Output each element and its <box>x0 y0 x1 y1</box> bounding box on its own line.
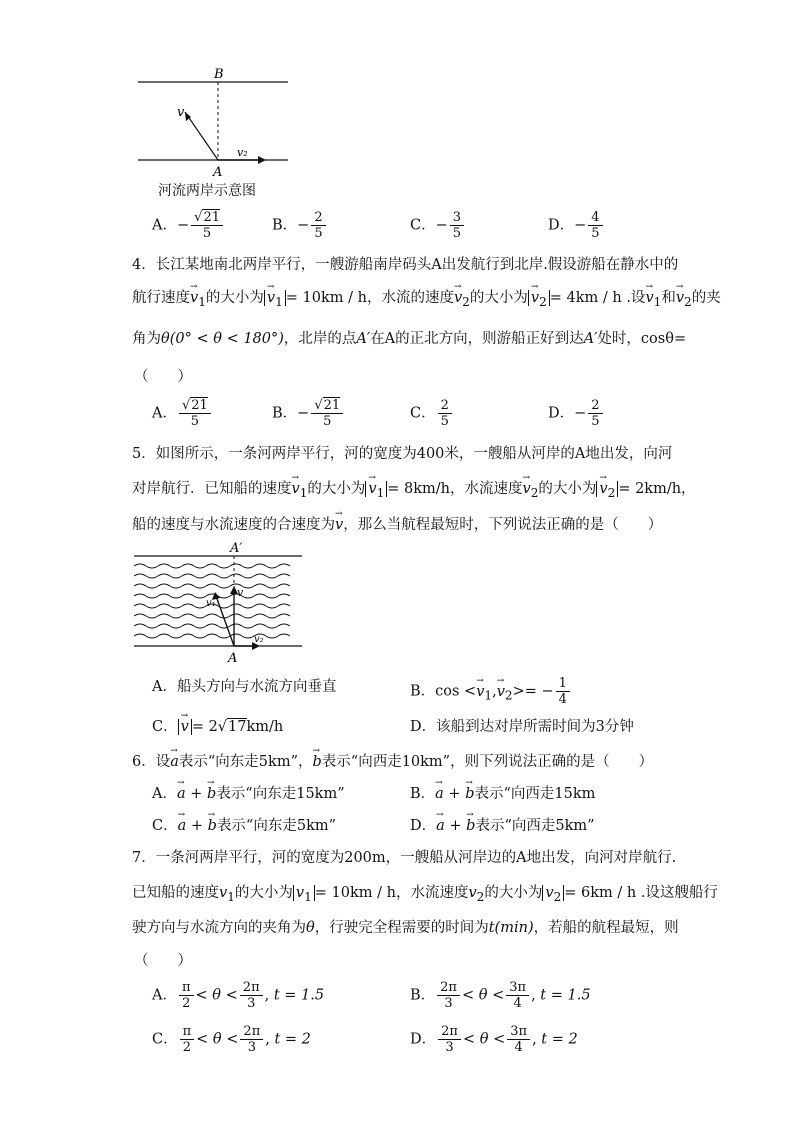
q6-option-b: B．→ a + → b表示“向西走15km <box>410 783 595 805</box>
q4-line-2: 航行速度→ $v_1$的大小为→ $v_1 = 10km / h$，水流的速度→ $v_2$的大小为→ $v_2 = 4km / h$ .设→ $v_1$和→ $v_2$的夹 <box>132 287 721 313</box>
q6-option-d: D．→ a + → b表示“向西走5km” <box>410 815 595 837</box>
label-v2: v₂ <box>237 146 248 159</box>
q5-option-c: C．→ v = 2√17km/h <box>152 716 283 738</box>
label-v: v <box>237 586 244 599</box>
q7-option-b: B． $\frac{2\pi}{3}$ < θ < $\frac{3\pi}{4}$ , t = 1.5 <box>410 980 591 1011</box>
q7-line-1: 7．一条河两岸平行，河的宽度为200m，一艘船从河岸边的A地出发，向河对岸航行. <box>132 850 677 866</box>
label-a: A <box>228 651 238 666</box>
q5-line-2: 对岸航行．已知船的速度→ $v_1$的大小为→ $v_1 = 8km/h$，水流速度→ $v_2$的大小为→ $v_2 = 2km/h$， <box>132 478 696 504</box>
label-v2: v₂ <box>254 634 264 645</box>
label-v1: v₁ <box>206 598 216 609</box>
q7-line-3: 驶方向与水流方向的夹角为θ，行驶完全程需要的时间为t(min)，若船的航程最短，则 <box>132 920 679 936</box>
river-diagram-1 <box>130 64 300 194</box>
q7-option-a: A． $\frac{\pi}{2}$ < θ < $\frac{2\pi}{3}$ , t = 1.5 <box>152 980 325 1011</box>
label-b: B <box>214 67 224 82</box>
figure-caption: 河流两岸示意图 <box>158 183 256 199</box>
q7-line-4: （ ） <box>134 953 192 969</box>
q4-option-d: D．− $\frac{2}{5}$ <box>548 398 605 429</box>
q3-option-a: A．− $\frac{√21}{5}$ <box>152 210 225 241</box>
q7-line-2: 已知船的速度$v_1$的大小为 $v_1 = 10km / h$，水流速度$v_2$的大小为 $v_2 = 6km / h$ .设这艘船行 <box>132 885 718 904</box>
q4-option-a: A． $\frac{√21}{5}$ <box>152 398 213 429</box>
q6-option-a: A．→ a + → b表示“向东走15km” <box>152 783 345 805</box>
q5-option-b: B．$\cos <\to v_1,\to v_2>=$ − $\frac{1}{4}$ <box>410 676 572 707</box>
q3-option-c: C．− $\frac{3}{5}$ <box>410 210 466 241</box>
q4-option-b: B．− $\frac{√21}{5}$ <box>272 398 345 429</box>
q4-line-3: 角为θ(0° < θ < 180°)，北岸的点A′在A的正北方向，则游船正好到达A′处时，cosθ= <box>132 331 687 347</box>
q7-option-d: D． $\frac{2\pi}{3}$ < θ < $\frac{3\pi}{4}$ , t = 2 <box>410 1024 578 1055</box>
q5-option-a: A．船头方向与水流方向垂直 <box>152 679 337 695</box>
q3-option-b: B．− $\frac{2}{5}$ <box>272 210 328 241</box>
river-diagram-2 <box>130 538 310 666</box>
q5-line-1: 5．如图所示，一条河两岸平行，河的宽度为400米，一艘船从河岸的A地出发，向河 <box>132 446 673 462</box>
q4-option-c: C． $\frac{2}{5}$ <box>410 398 454 429</box>
label-a: A <box>213 165 223 180</box>
label-v: v <box>177 105 185 120</box>
q5-line-3: 船的速度与水流速度的合速度为→ v，那么当航程最短时，下列说法正确的是（ ） <box>132 514 662 536</box>
q5-option-d: D．该船到达对岸所需时间为3分钟 <box>410 719 634 735</box>
q6-line-1: 6．设→ a表示“向东走5km”，→ b表示“向西走10km”，则下列说法正确的是（ ） <box>132 751 653 773</box>
q4-line-1: 4．长江某地南北两岸平行，一艘游船南岸码头A出发航行到北岸.假设游船在静水中的 <box>132 257 679 273</box>
q7-option-c: C． $\frac{\pi}{2}$ < θ < $\frac{2\pi}{3}$ , t = 2 <box>152 1024 311 1055</box>
q4-line-4: （ ） <box>134 369 192 385</box>
q3-option-d: D．− $\frac{4}{5}$ <box>548 210 605 241</box>
label-a-prime: A′ <box>230 541 243 556</box>
q6-option-c: C．→ a + → b表示“向东走5km” <box>152 815 336 837</box>
